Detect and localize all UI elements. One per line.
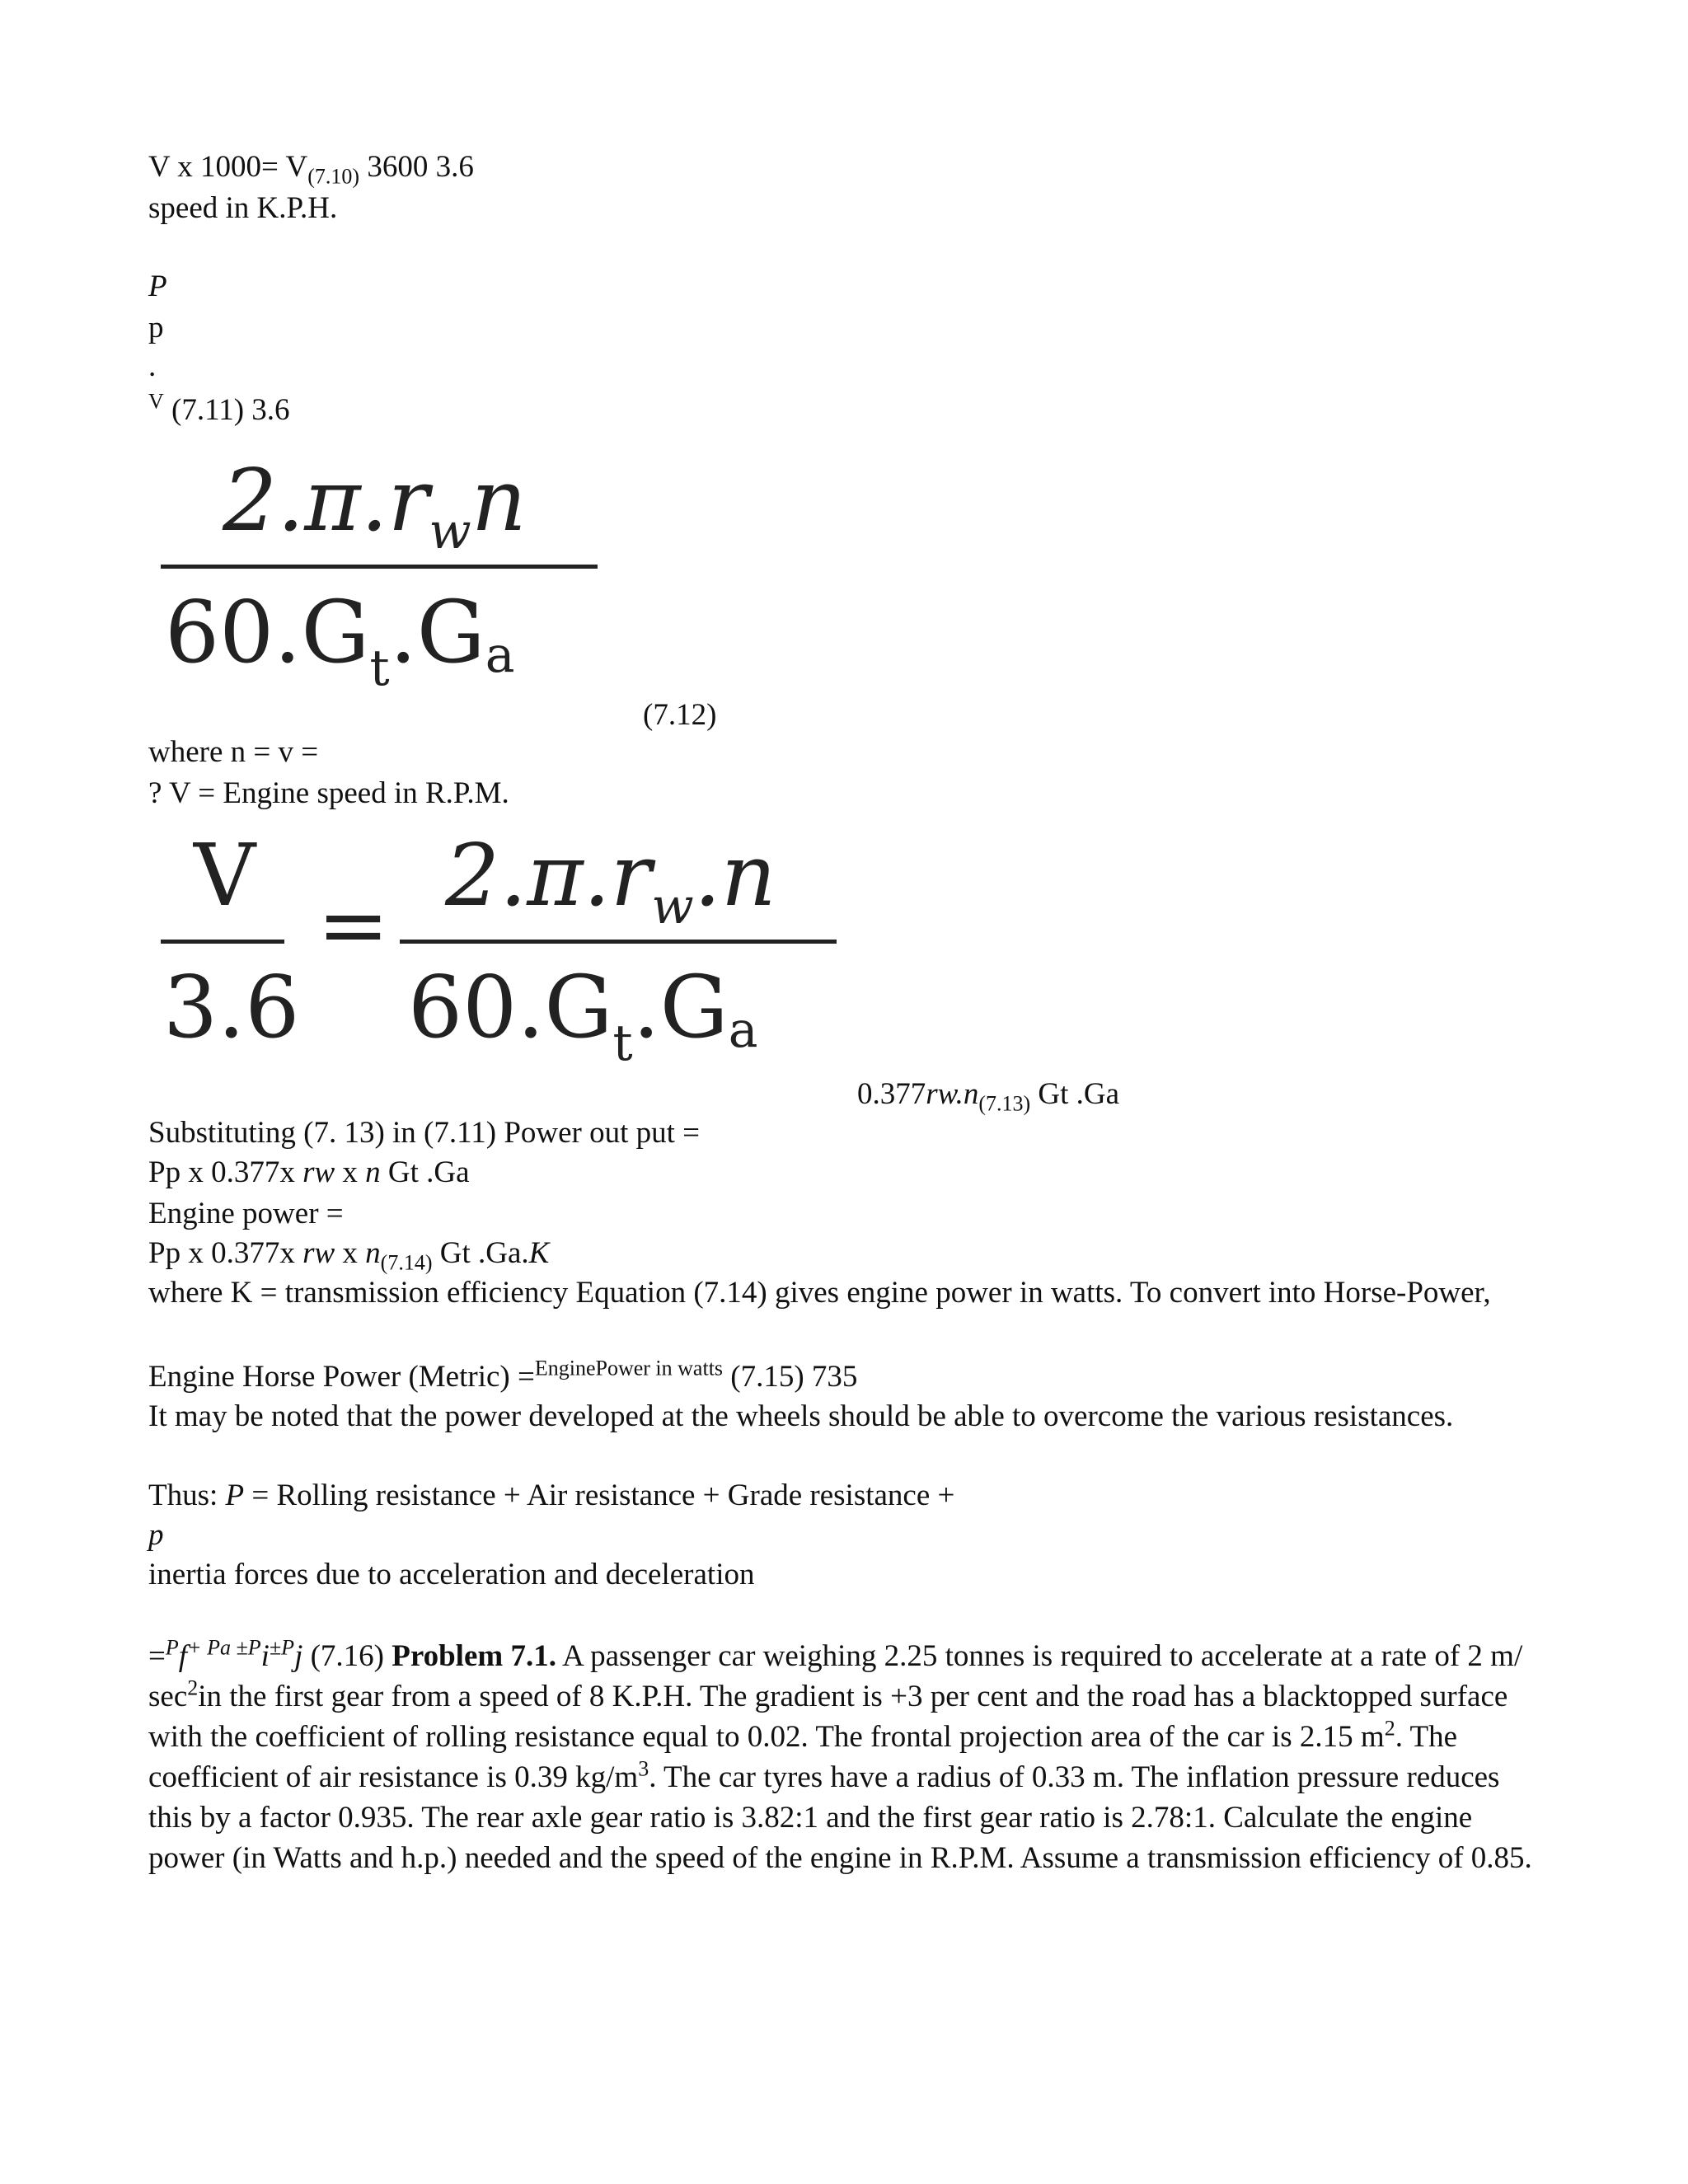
text: P [225,1479,245,1512]
problem-7-1-paragraph [148,1636,1550,1878]
lhs-numerator: V [194,825,256,926]
text: = [148,1639,166,1673]
lhs-fraction-bar [161,940,284,944]
rhs-fraction-bar [400,940,837,944]
text: x [335,1155,366,1189]
text: (7.15) 735 [723,1360,858,1394]
engine-speed-line: ? V = Engine speed in R.P.M. [148,776,509,810]
problem-heading: Problem 7.1. [392,1639,556,1673]
subscript: (7.10) [307,164,360,189]
text: . The car tyres have a radius of 0.33 m. The inflation pressure reduces this by a factor 0.935. The rear axle gear ratio is 3.82:1 and the first gear ratio is 2.78:1. Calculate the engine power (in Watts and h.p.) needed and the speed of the engine in R.P.M. Assume a transmission efficiency of 0.85. [148,1760,1532,1875]
superscript: 2 [187,1675,199,1700]
text: n [471,450,527,551]
rhs-denominator [408,957,758,1072]
eq-7-13-result [857,1076,1120,1116]
text: .G [389,582,485,682]
transmission-efficiency-paragraph: where K = transmission efficiency Equation (7.14) gives engine power in watts. To convert into Horse-Power, [148,1276,1491,1310]
p-line: P [148,269,167,303]
text: . The coefficient of air resistance is 0.39 kg/m [148,1720,1458,1794]
superscript: ±P [269,1635,295,1660]
text: 60.G [408,957,613,1057]
text: Pp [148,1155,181,1189]
subscript: w [651,878,694,935]
speed-line: speed in K.P.H. [148,191,338,225]
superscript: EnginePower in watts [534,1356,724,1380]
eq-7-10-line [148,148,474,189]
engine-power-expr [148,1235,550,1275]
text: 2.π.r [445,825,652,926]
fraction-denominator [165,582,515,697]
subscript: a [485,626,515,684]
superscript: P [165,1635,179,1660]
text: .n [693,825,776,926]
substituting-line: Substituting (7. 13) in (7.11) Power out put = [148,1116,701,1150]
subscript: (7.14) [380,1250,433,1275]
thus-line [148,1477,954,1515]
text: n [365,1236,381,1270]
text: x 0.377x [181,1236,303,1270]
superscript: + Pa ±P [187,1635,261,1660]
p-sub-line: p [148,311,164,344]
subscript: a [728,1001,758,1059]
text: Thus: [148,1479,226,1512]
eq-number-7-12: (7.12) [643,698,717,732]
text: x 0.377x [181,1155,303,1189]
text: Engine Horse Power (Metric) = [148,1360,535,1394]
text: .n [955,1077,979,1111]
subscript: t [369,640,390,697]
eq-7-11-line [148,391,290,429]
text: 0.377 [857,1077,926,1111]
text: f [178,1639,188,1673]
subscript: w [429,503,471,560]
text: j [294,1639,303,1673]
fraction-7-12 [148,450,610,705]
text: Gt .Ga [1030,1077,1120,1111]
where-n-line: where n = v = [148,735,319,769]
fraction-numerator [223,450,527,560]
text: = Rolling resistance + Air resistance + Grade resistance + [244,1479,955,1512]
text: (7.11) 3.6 [163,393,290,427]
rhs-numerator [445,825,776,935]
text: x [335,1236,366,1270]
text: n [365,1155,381,1189]
superscript: 2 [1384,1716,1395,1741]
text: A passenger car weighing 2.25 tonnes is required to accelerate at a rate of 2 m/ sec [148,1639,1523,1713]
text: K [528,1236,550,1270]
text: .G [632,957,729,1057]
power-output-expr [148,1154,470,1192]
text: Gt .Ga. [432,1236,529,1270]
text: i [260,1639,270,1673]
superscript: 3 [638,1756,649,1781]
text: 3600 3.6 [359,150,474,184]
fraction-7-13 [148,825,857,1080]
equals-sign: = [317,874,390,975]
fraction-bar [161,565,598,569]
text: 60.G [165,582,370,682]
p-subscript-line: p [148,1518,164,1552]
text: Pp [148,1236,181,1270]
inertia-line: inertia forces due to acceleration and deceleration [148,1558,755,1591]
engine-power-label: Engine power = [148,1197,344,1230]
text: rw [926,1077,956,1111]
subscript: t [612,1015,633,1072]
text: 2.π.r [223,450,429,551]
subscript: (7.13) [978,1091,1031,1116]
text: Gt .Ga [380,1155,470,1189]
horse-power-line [148,1358,857,1396]
text: V x 1000= V [148,150,308,184]
dot-line: . [148,349,157,383]
text: rw [302,1155,335,1189]
superscript: V [148,389,164,414]
text: in the first gear from a speed of 8 K.P.H. The gradient is +3 per cent and the road has a blacktopped surface with the coefficient of rolling resistance equal to 0.02. The frontal projection area of the car is 2.15 m [148,1680,1508,1754]
text: rw [302,1236,335,1270]
resistance-paragraph: It may be noted that the power developed at the wheels should be able to overcome the various resistances. [148,1399,1454,1433]
text: (7.16) [302,1639,392,1673]
lhs-denominator: 3.6 [163,957,300,1057]
